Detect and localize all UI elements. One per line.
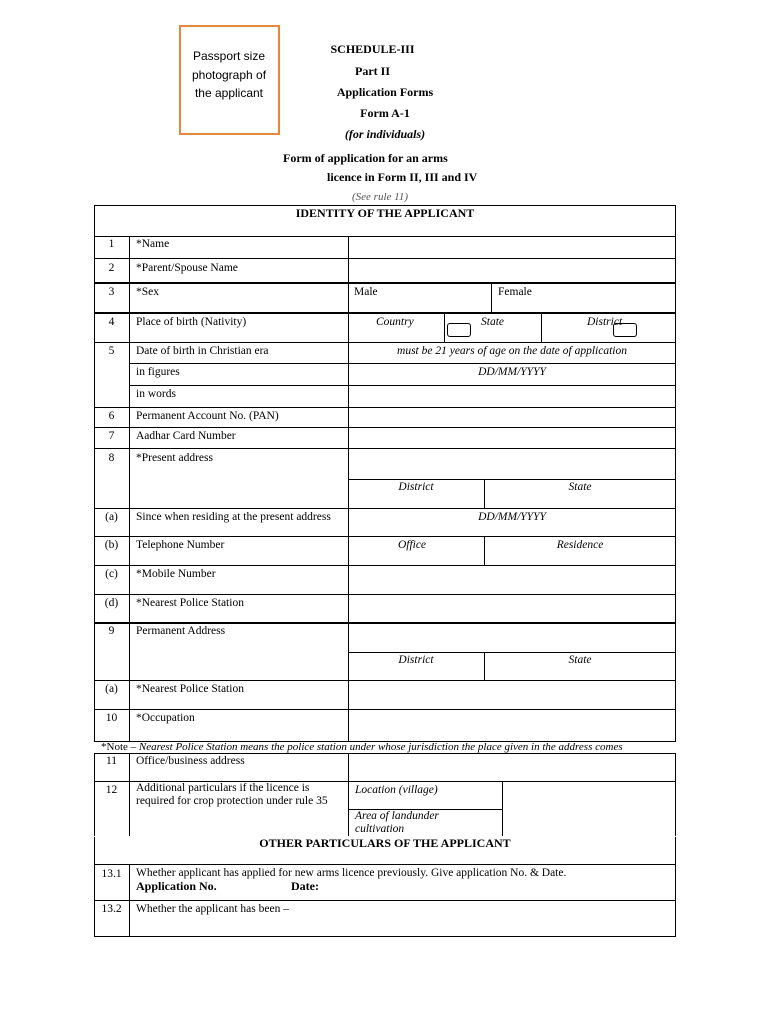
row-number: 10	[105, 712, 118, 724]
applicant-has-been-label: Whether the applicant has been –	[136, 903, 289, 915]
district-label: District	[587, 316, 623, 328]
application-number-label[interactable]: Application No.	[136, 879, 217, 893]
row-number: 4	[108, 316, 115, 328]
photo-caption	[183, 47, 275, 103]
row-number: 5	[108, 345, 115, 357]
forms-heading: Application Forms	[336, 85, 434, 99]
dob-words-field[interactable]	[349, 386, 675, 407]
telephone-label: Telephone Number	[136, 539, 225, 551]
row-number: 6	[108, 410, 115, 422]
for-individuals: (for individuals)	[344, 127, 426, 141]
dob-figures-format[interactable]: DD/MM/YYYY	[478, 366, 546, 378]
present-police-station-field[interactable]	[349, 595, 675, 622]
place-of-birth-label: Place of birth (Nativity)	[136, 316, 247, 328]
country-label: Country	[376, 316, 414, 328]
present-address-label: *Present address	[136, 452, 213, 464]
area-cultivation-line1: Area of landunder	[355, 810, 439, 822]
sex-male-option[interactable]: Male	[354, 286, 378, 298]
name-field[interactable]	[349, 237, 675, 258]
row-number: 2	[108, 262, 115, 274]
row-number: 13.1	[101, 868, 122, 880]
permanent-address-field[interactable]	[349, 624, 675, 652]
present-address-field[interactable]	[349, 449, 675, 479]
dob-words-label: in words	[136, 388, 176, 400]
permanent-police-station-field[interactable]	[349, 681, 675, 709]
aadhar-field[interactable]	[349, 428, 675, 448]
area-cultivation-line2: cultivation	[355, 823, 405, 835]
note-text: Nearest Police Station means the police station under whose jurisdiction the place given in the address comes	[138, 741, 623, 753]
row-sub-number: (a)	[105, 511, 118, 523]
dob-age-note: must be 21 years of age on the date of application	[397, 345, 627, 357]
parent-spouse-field[interactable]	[349, 259, 675, 282]
see-rule: (See rule 11)	[352, 191, 408, 203]
parent-spouse-label: *Parent/Spouse Name	[136, 262, 238, 274]
row-number: 11	[105, 755, 118, 767]
row-number: 7	[108, 430, 115, 442]
pan-label: Permanent Account No. (PAN)	[136, 410, 279, 422]
row-number: 12	[105, 784, 118, 796]
row-sub-number: (b)	[104, 539, 119, 551]
crop-protection-label-line1: Additional particulars if the licence is	[136, 782, 310, 794]
location-village-label: Location (village)	[355, 784, 438, 796]
permanent-police-station-label: *Nearest Police Station	[136, 683, 244, 695]
row-number: 9	[108, 625, 115, 637]
application-date-label[interactable]: Date:	[291, 879, 319, 893]
permanent-address-label: Permanent Address	[136, 625, 226, 637]
name-label: *Name	[136, 238, 170, 250]
row-sub-number: (d)	[104, 597, 119, 609]
state-label: State	[481, 316, 504, 328]
dob-label: Date of birth in Christian era	[136, 345, 269, 357]
previous-application-label: Whether applicant has applied for new arms licence previously. Give application No. & Date.	[136, 867, 567, 879]
police-station-note	[101, 740, 623, 754]
telephone-office-label[interactable]: Office	[397, 539, 427, 551]
area-cultivation-field[interactable]	[503, 810, 675, 837]
photo-caption-line3: the applicant	[194, 86, 264, 100]
row-number: 1	[108, 238, 115, 250]
form-number: Form A-1	[360, 106, 410, 120]
part-heading: Part II	[355, 64, 390, 78]
photo-caption-line2: photograph of	[191, 67, 267, 82]
form-title-line2: licence in Form II, III and IV	[327, 170, 478, 184]
residing-since-label: Since when residing at the present address	[136, 511, 331, 523]
present-state-label: State	[568, 481, 592, 493]
office-address-field[interactable]	[349, 754, 675, 781]
present-district-label: District	[398, 481, 434, 493]
office-address-label: Office/business address	[136, 755, 245, 767]
row-number: 8	[108, 452, 115, 464]
dob-figures-label: in figures	[136, 366, 180, 378]
area-cultivation-label	[355, 810, 439, 836]
section-other-particulars-heading: OTHER PARTICULARS OF THE APPLICANT	[94, 836, 676, 850]
permanent-state-label: State	[568, 654, 592, 666]
crop-protection-label-line2: required for crop protection under rule 35	[136, 795, 328, 807]
sex-female-option[interactable]: Female	[498, 286, 532, 298]
form-title-line1: Form of application for an arms	[283, 151, 448, 165]
telephone-residence-label[interactable]: Residence	[556, 539, 604, 551]
occupation-label: *Occupation	[136, 712, 195, 724]
photo-caption-line1: Passport size	[192, 49, 266, 63]
present-police-station-label: *Nearest Police Station	[136, 597, 244, 609]
sex-label: *Sex	[136, 286, 159, 298]
aadhar-label: Aadhar Card Number	[136, 430, 236, 442]
pan-field[interactable]	[349, 408, 675, 427]
occupation-field[interactable]	[349, 710, 675, 741]
residing-since-format[interactable]: DD/MM/YYYY	[478, 511, 546, 523]
row-sub-number: (a)	[105, 683, 118, 695]
crop-protection-label	[136, 782, 328, 808]
state-checkbox[interactable]	[447, 323, 471, 337]
row-sub-number: (c)	[105, 568, 118, 580]
mobile-label: *Mobile Number	[136, 568, 216, 580]
note-prefix: *Note –	[101, 741, 139, 753]
permanent-district-label: District	[398, 654, 434, 666]
row-number: 13.2	[101, 903, 122, 915]
mobile-field[interactable]	[349, 566, 675, 594]
row-number: 3	[108, 286, 115, 298]
section-identity-heading: IDENTITY OF THE APPLICANT	[295, 206, 475, 220]
location-village-field[interactable]	[503, 782, 675, 809]
schedule-heading: SCHEDULE-III	[330, 42, 415, 56]
